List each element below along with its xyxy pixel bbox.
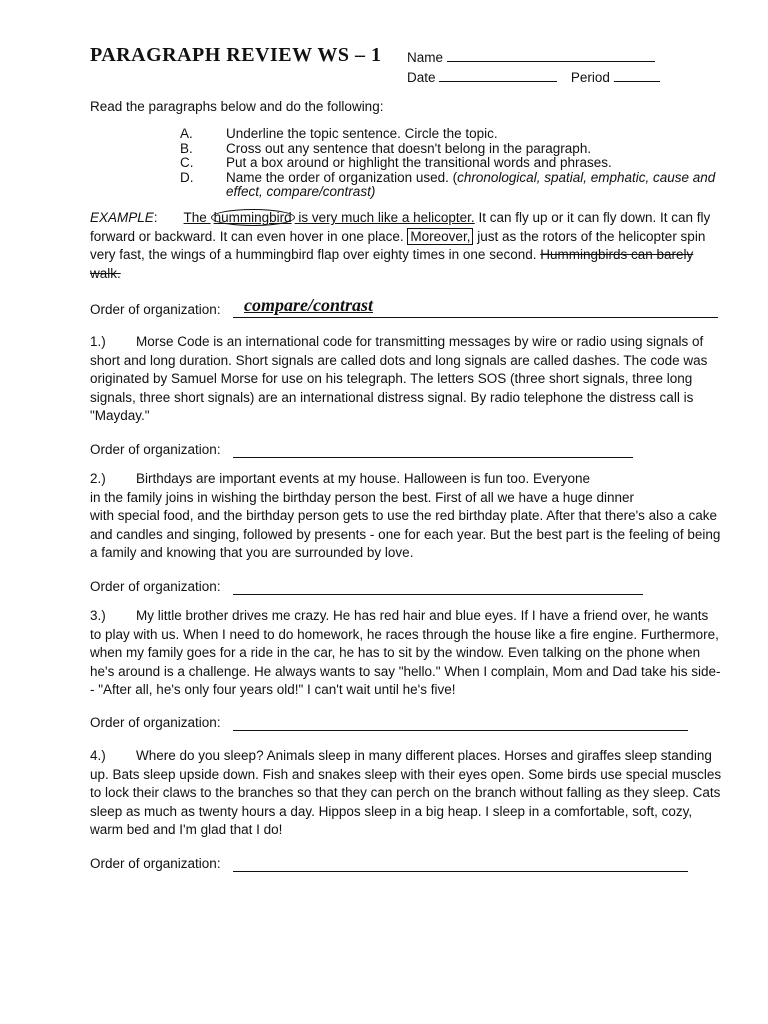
date-blank[interactable]	[439, 69, 557, 82]
instruction-letter: B.	[180, 140, 193, 156]
period-label: Period	[570, 70, 610, 85]
date-label: Date	[407, 70, 436, 85]
order-answer-line-2[interactable]	[233, 593, 643, 595]
paragraph-line: in the family joins in wishing the birthday person the best. First of all we have a huge dinner	[90, 489, 635, 505]
circled-topic: hummingbird	[211, 209, 295, 226]
crossed-out-sentence: Hummingbirds can barely walk.	[90, 247, 694, 281]
instruction-text	[226, 171, 740, 200]
example-order-line	[233, 316, 718, 318]
paragraph-text: Morse Code is an international code for transmitting messages by wire or radio using signals of short and long duration. Short signals are called dots and long signals are called dashes. The code was originated by Samuel Morse for use on his telegraph. The letters SOS (three short signals, three long signals, three short signals) are an international distress signal. By radio telephone the distress call is "Mayday."	[90, 334, 708, 424]
example-paragraph	[90, 209, 722, 283]
instruction-letter: D.	[180, 169, 194, 185]
paragraph-2	[90, 470, 722, 563]
paragraph-number: 3.)	[90, 608, 106, 623]
example-answer: compare/contrast	[244, 295, 373, 315]
worksheet-title: PARAGRAPH REVIEW WS – 1	[90, 44, 382, 66]
paragraph-number: 4.)	[90, 748, 106, 763]
intro-text: Read the paragraphs below and do the following:	[90, 99, 384, 114]
topic-sentence-end: is very much like a helicopter.	[294, 210, 475, 225]
instruction-letter: A.	[180, 126, 193, 141]
example-order-label: Order of organization:	[90, 302, 221, 317]
paragraph-3	[90, 607, 722, 700]
instruction-list	[180, 127, 740, 200]
date-field[interactable]	[407, 69, 660, 85]
period-blank[interactable]	[614, 69, 660, 82]
paragraph-number: 2.)	[90, 471, 106, 486]
example-colon: :	[153, 210, 158, 225]
instruction-item	[180, 127, 740, 142]
name-field[interactable]	[407, 49, 655, 65]
order-label-1: Order of organization:	[90, 442, 221, 457]
paragraph-text: My little brother drives me crazy. He has red hair and blue eyes. If I have a friend over, he wants to play with us. When I need to do homework, he races through the house like a fire engine. Furthermore, when my family goes for a ride in the car, he has to sit by the window. Even talking on the phone when he's around is a challenge. He always wants to say "hello." When I complain, Mom and Dad take his side-- "After all, he's only four years old!" I can't wait until he's five!	[90, 608, 721, 698]
instruction-text-plain: Name the order of organization used. (	[226, 169, 458, 185]
order-label-3: Order of organization:	[90, 715, 221, 730]
order-label-4: Order of organization:	[90, 856, 221, 871]
name-label: Name	[407, 50, 444, 65]
instruction-item	[180, 171, 740, 200]
instruction-text-italic: chronological, spatial, emphatic, cause and effect, compare/contrast)	[226, 169, 716, 199]
order-answer-line-3[interactable]	[233, 729, 688, 731]
example-sentence-rotors: just as the rotors of the helicopter spin very fast, the wings of a hummingbird flap over eighty times in one second.	[90, 228, 706, 263]
paragraph-text: Where do you sleep? Animals sleep in many different places. Horses and giraffes sleep standing up. Bats sleep upside down. Fish and snakes sleep with their eyes open. Some birds use special muscles to lock their claws to the branches so that they can perch on the branch without falling as they sleep. Cats sleep as much as twenty hours a day. Hippos sleep in a big heap. I sleep in a comfortable, soft, cozy, warm bed and I'm glad that I do!	[90, 748, 722, 838]
instruction-text: Put a box around or highlight the transitional words and phrases.	[226, 155, 612, 170]
paragraph-1	[90, 333, 722, 426]
order-answer-line-1[interactable]	[233, 456, 633, 458]
order-label-2: Order of organization:	[90, 579, 221, 594]
example-sentences: It can fly up or it can fly down. It can fly forward or backward. It can even hover in one place.	[90, 210, 711, 244]
boxed-transition: Moreover,	[407, 228, 473, 245]
paragraph-line: Birthdays are important events at my house. Halloween is fun too. Everyone	[136, 471, 590, 486]
paragraph-4	[90, 747, 722, 840]
topic-sentence-start: The	[183, 210, 211, 225]
paragraph-number: 1.)	[90, 334, 106, 349]
topic-sentence	[184, 209, 475, 226]
instruction-letter: C.	[180, 155, 194, 170]
instruction-text: Cross out any sentence that doesn't belong in the paragraph.	[226, 140, 592, 156]
order-answer-line-4[interactable]	[233, 870, 688, 872]
name-blank[interactable]	[447, 49, 655, 62]
instruction-text: Underline the topic sentence. Circle the topic.	[226, 126, 498, 141]
example-label: EXAMPLE	[90, 210, 154, 225]
paragraph-text: with special food, and the birthday person gets to use the red birthday plate. After that there's also a cake and candles and singing, followed by presents - one for each year. But the best part is the feeling of being a family and knowing that you are surrounded by love.	[90, 508, 721, 561]
instruction-item	[180, 156, 740, 171]
instruction-item	[180, 142, 740, 157]
